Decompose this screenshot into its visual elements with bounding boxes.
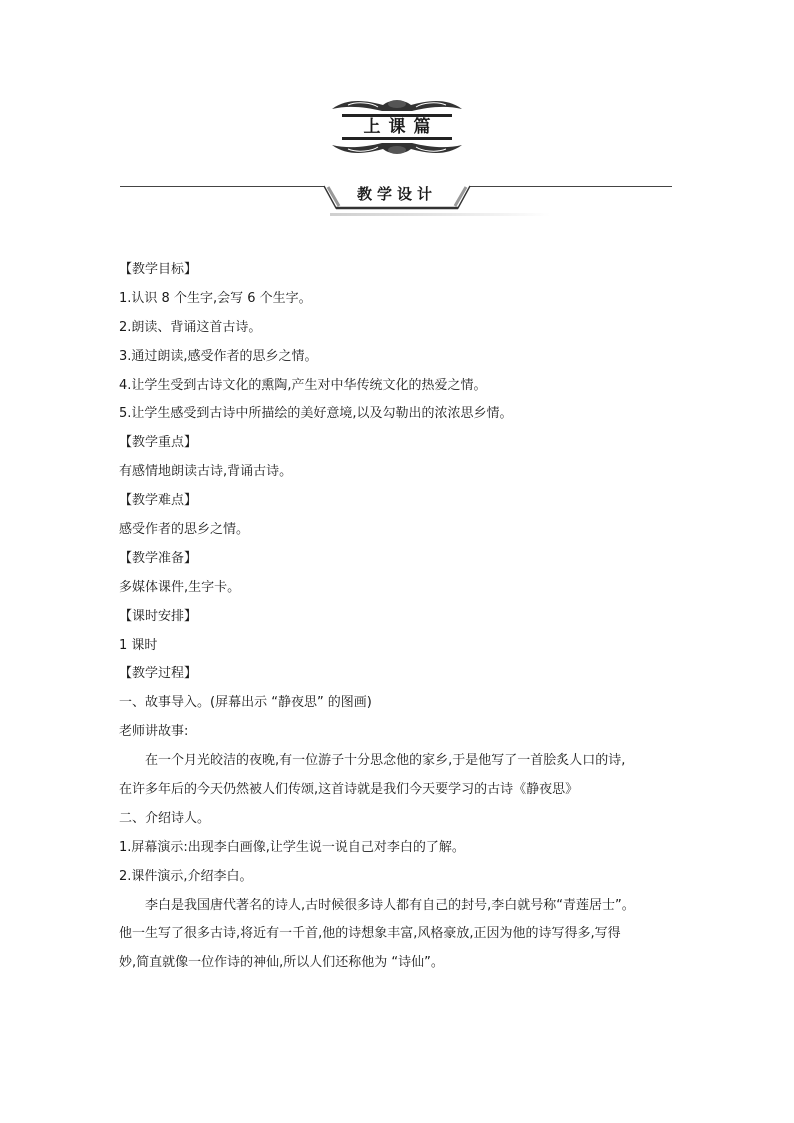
- text-line: 二、介绍诗人。: [119, 810, 211, 826]
- section-title: 教学设计: [356, 185, 437, 203]
- text-line: 老师讲故事:: [119, 724, 189, 740]
- text-line: 妙,简直就像一位作诗的神仙,所以人们还称他为 “诗仙”。: [119, 955, 444, 971]
- text-line: 多媒体课件,生字卡。: [119, 579, 241, 595]
- text-line: 李白是我国唐代著名的诗人,古时候很多诗人都有自己的封号,李白就号称“青莲居士”。: [145, 897, 635, 913]
- chapter-emblem: [328, 95, 466, 159]
- text-line: 在许多年后的今天仍然被人们传颂,这首诗就是我们今天要学习的古诗《静夜思》: [119, 782, 579, 798]
- section-shadow: [330, 213, 550, 216]
- text-line: 一、故事导入。(屏幕出示 “静夜思” 的图画): [119, 695, 372, 711]
- text-line: 【教学准备】: [119, 550, 198, 566]
- text-line: 1.屏幕演示:出现李白画像,让学生说一说自己对李白的了解。: [119, 839, 465, 855]
- text-line: 感受作者的思乡之情。: [119, 522, 250, 538]
- text-line: 1.认识 8 个生字,会写 6 个生字。: [119, 290, 312, 306]
- text-line: 5.让学生感受到古诗中所描绘的美好意境,以及勾勒出的浓浓思乡情。: [119, 406, 513, 422]
- text-line: 1 课时: [119, 637, 158, 653]
- text-line: 他一生写了很多古诗,将近有一千首,他的诗想象丰富,风格豪放,正因为他的诗写得多,写得: [119, 926, 621, 942]
- text-line: 有感情地朗读古诗,背诵古诗。: [119, 464, 293, 480]
- section-header: [322, 178, 472, 212]
- emblem-title: 上课篇: [342, 114, 452, 140]
- text-line: 【教学重点】: [119, 435, 198, 451]
- text-line: 4.让学生受到古诗文化的熏陶,产生对中华传统文化的热爱之情。: [119, 377, 487, 393]
- text-line: 在一个月光皎洁的夜晚,有一位游子十分思念他的家乡,于是他写了一首脍炙人口的诗,: [145, 753, 626, 769]
- text-line: 2.朗读、背诵这首古诗。: [119, 319, 262, 335]
- text-line: 3.通过朗读,感受作者的思乡之情。: [119, 348, 318, 364]
- text-line: 【教学过程】: [119, 666, 198, 682]
- lesson-content: [119, 256, 679, 978]
- text-line: 【教学难点】: [119, 493, 198, 509]
- text-line: 【课时安排】: [119, 608, 198, 624]
- text-line: 2.课件演示,介绍李白。: [119, 868, 253, 884]
- text-line: 【教学目标】: [119, 262, 198, 277]
